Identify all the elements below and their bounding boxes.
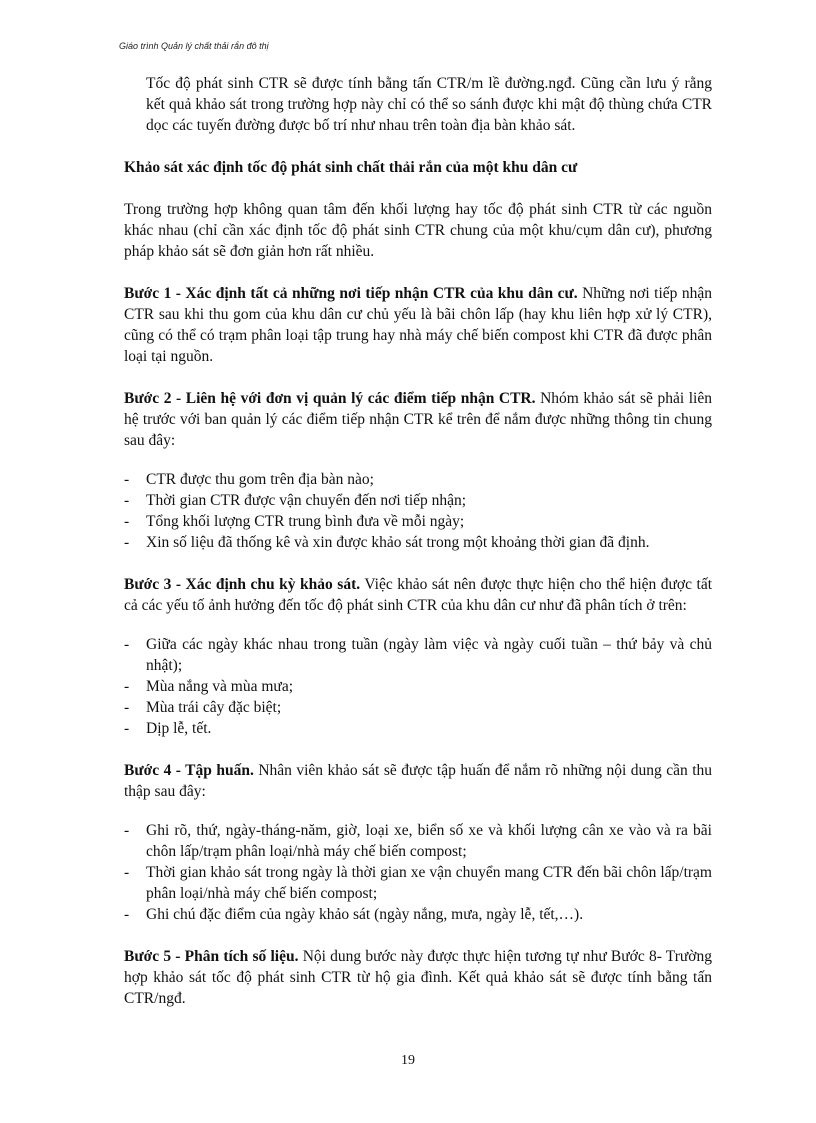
step-3-bullet-list — [124, 634, 712, 739]
list-item: - Xin số liệu đã thống kê và xin được khảo sát trong một khoảng thời gian đã định. — [124, 534, 650, 551]
list-item: - Ghi chú đặc điểm của ngày khảo sát (ngày nắng, mưa, ngày lễ, tết,…). — [124, 906, 584, 923]
running-header: Giáo trình Quản lý chất thải rắn đô thị — [119, 41, 269, 51]
bullet-marker: - — [124, 471, 130, 488]
page-number: 19 — [401, 1053, 415, 1068]
list-item: - Mùa nắng và mùa mưa; — [124, 678, 294, 695]
step-1-paragraph — [124, 283, 712, 367]
document-body — [124, 73, 712, 1009]
list-item: - Tổng khối lượng CTR trung bình đưa về mỗi ngày; — [124, 513, 465, 530]
bullet-marker: - — [124, 678, 130, 695]
step-5-body: Nội dung bước này được thực hiện tương tự như Bước 8- Trường hợp khảo sát tốc độ phát sinh CTR từ hộ gia đình. Kết quả khảo sát sẽ được tính bằng tấn CTR/ngđ. — [124, 948, 712, 1007]
step-5-paragraph — [124, 946, 712, 1009]
step-5-title: Bước 5 - Phân tích số liệu. — [124, 948, 299, 965]
bullet-marker: - — [124, 636, 130, 653]
bullet-marker: - — [124, 720, 130, 737]
step-2-bullet-list — [124, 469, 712, 553]
step-4-bullet-list — [124, 820, 712, 925]
step-2-body: Nhóm khảo sát sẽ phải liên hệ trước với ban quản lý các điểm tiếp nhận CTR kể trên để nắm được những thông tin chung sau đây: — [124, 390, 712, 449]
bullet-marker: - — [124, 906, 130, 923]
step-4-paragraph — [124, 760, 712, 802]
step-4-title: Bước 4 - Tập huấn. — [124, 762, 254, 779]
step-1-body: Những nơi tiếp nhận CTR sau khi thu gom của khu dân cư chủ yếu là bãi chôn lấp (hay khu liên hợp xử lý CTR), cũng có thể có trạm phân loại tập trung hay nhà máy chế biến compost khi CTR đã được phân loại tại nguồn. — [124, 285, 712, 365]
bullet-marker: - — [124, 492, 130, 509]
intro-paragraph: Tốc độ phát sinh CTR sẽ được tính bằng tấn CTR/m lề đường.ngđ. Cũng cần lưu ý rằng kết quả khảo sát trong trường hợp này chỉ có thể so sánh được khi mật độ thùng chứa CTR dọc các tuyến đường được bố trí như nhau trên toàn địa bàn khảo sát. — [146, 75, 712, 134]
list-item: - Thời gian CTR được vận chuyển đến nơi tiếp nhận; — [124, 492, 467, 509]
list-item: - Dịp lễ, tết. — [124, 720, 212, 737]
list-item: - Mùa trái cây đặc biệt; — [124, 699, 282, 716]
step-1-title: Bước 1 - Xác định tất cả những nơi tiếp nhận CTR của khu dân cư. — [124, 285, 578, 302]
section-heading: Khảo sát xác định tốc độ phát sinh chất thải rắn của một khu dân cư — [124, 159, 578, 176]
step-4-body: Nhân viên khảo sát sẽ được tập huấn để nắm rõ những nội dung cần thu thập sau đây: — [124, 762, 713, 800]
list-item: - Thời gian khảo sát trong ngày là thời gian xe vận chuyển mang CTR đến bãi chôn lấp/trạm phân loại/nhà máy chế biến compost; — [124, 864, 712, 902]
list-item: - Giữa các ngày khác nhau trong tuần (ngày làm việc và ngày cuối tuần – thứ bảy và chủ nhật); — [124, 636, 712, 674]
bullet-marker: - — [124, 864, 130, 881]
step-2-paragraph — [124, 388, 712, 451]
list-item: - CTR được thu gom trên địa bàn nào; — [124, 471, 374, 488]
step-3-title: Bước 3 - Xác định chu kỳ khảo sát. — [124, 576, 361, 593]
section-intro-paragraph: Trong trường hợp không quan tâm đến khối lượng hay tốc độ phát sinh CTR từ các nguồn khác nhau (chỉ cần xác định tốc độ phát sinh CTR chung của một khu/cụm dân cư), phương pháp khảo sát sẽ đơn giản hơn rất nhiều. — [124, 201, 712, 260]
bullet-marker: - — [124, 534, 130, 551]
step-2-title: Bước 2 - Liên hệ với đơn vị quản lý các điểm tiếp nhận CTR. — [124, 390, 536, 407]
list-item: - Ghi rõ, thứ, ngày-tháng-năm, giờ, loại xe, biển số xe và khối lượng cân xe vào và ra bãi chôn lấp/trạm phân loại/nhà máy chế biến compost; — [124, 822, 712, 860]
bullet-marker: - — [124, 822, 130, 839]
bullet-marker: - — [124, 699, 130, 716]
bullet-marker: - — [124, 513, 130, 530]
step-3-body: Việc khảo sát nên được thực hiện cho thể hiện được tất cả các yếu tố ảnh hưởng đến tốc độ phát sinh CTR của khu dân cư như đã phân tích ở trên: — [124, 576, 712, 614]
step-3-paragraph — [124, 574, 712, 616]
